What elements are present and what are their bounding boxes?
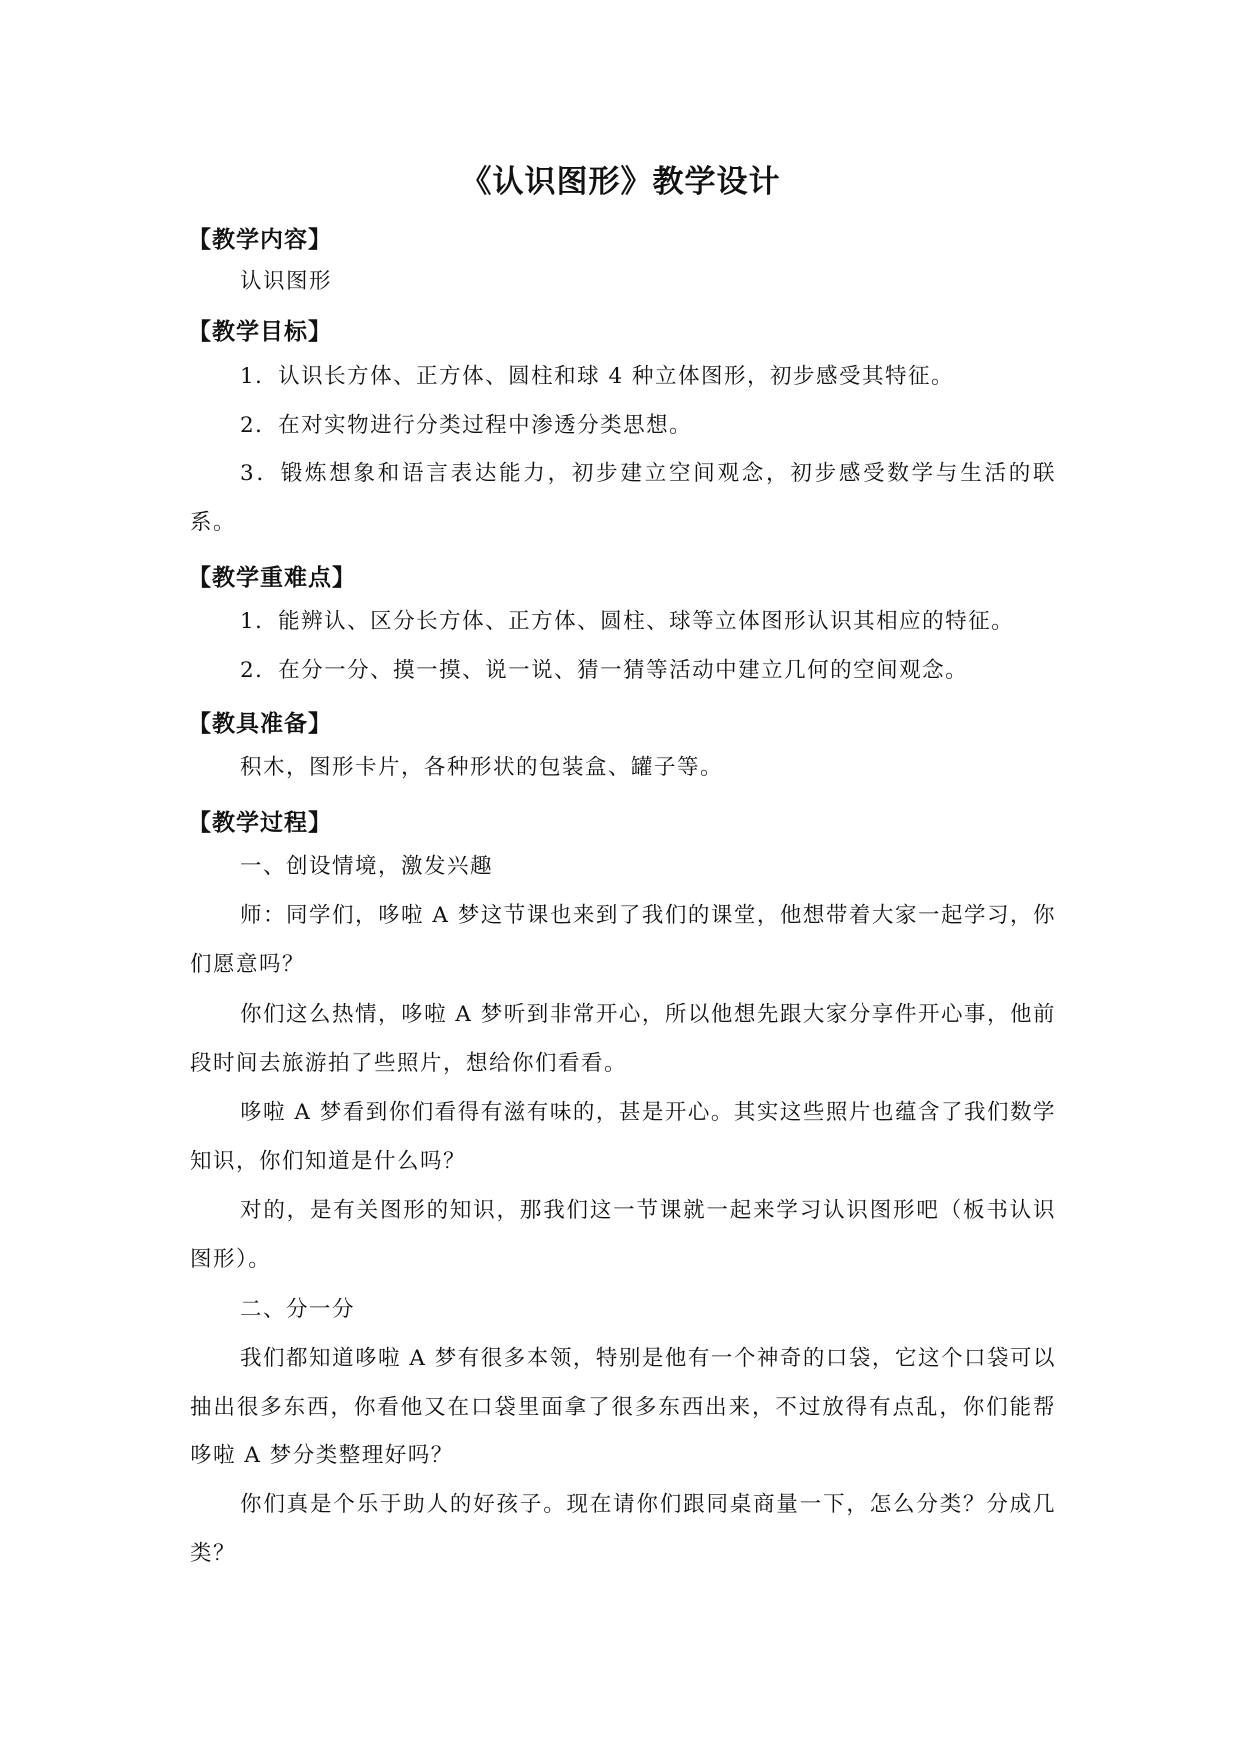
process-step-2-title: 二、分一分 <box>240 1297 356 1322</box>
teaching-content-text: 认识图形 <box>240 269 333 294</box>
heading-key-points: 【教学重难点】 <box>188 565 356 591</box>
key-point-2: 2．在分一分、摸一摸、说一说、猜一猜等活动中建立几何的空间观念。 <box>240 658 969 683</box>
process-step-1-title: 一、创设情境，激发兴趣 <box>240 854 494 879</box>
goal-item-2: 2．在对实物进行分类过程中渗透分类思想。 <box>240 413 693 438</box>
process-paragraph-1: 师：同学们，哆啦 A 梦这节课也来到了我们的课堂，他想带着大家一起学习，你们愿意吗？ <box>190 903 1056 977</box>
heading-teaching-process: 【教学过程】 <box>188 810 332 836</box>
heading-teaching-goals: 【教学目标】 <box>188 319 332 345</box>
process-paragraph-4: 对的，是有关图形的知识，那我们这一节课就一起来学习认识图形吧（板书认识图形）。 <box>190 1198 1056 1272</box>
process-paragraph-6: 你们真是个乐于助人的好孩子。现在请你们跟同桌商量一下，怎么分类？分成几类？ <box>190 1492 1056 1566</box>
heading-teaching-tools: 【教具准备】 <box>188 711 332 737</box>
heading-teaching-content: 【教学内容】 <box>188 227 332 253</box>
process-paragraph-5: 我们都知道哆啦 A 梦有很多本领，特别是他有一个神奇的口袋，它这个口袋可以抽出很多东西，你看他又在口袋里面拿了很多东西出来，不过放得有点乱，你们能帮哆啦 A 梦分类整理好吗？ <box>190 1346 1056 1468</box>
goal-item-3: 3．锻炼想象和语言表达能力，初步建立空间观念，初步感受数学与生活的联系。 <box>190 461 1056 535</box>
document-title: 《认识图形》教学设计 <box>460 164 781 200</box>
key-point-1: 1．能辨认、区分长方体、正方体、圆柱、球等立体图形认识其相应的特征。 <box>240 609 1015 634</box>
teaching-tools-text: 积木，图形卡片，各种形状的包装盒、罐子等。 <box>240 755 724 780</box>
process-paragraph-3: 哆啦 A 梦看到你们看得有滋有味的，甚是开心。其实这些照片也蕴含了我们数学知识，你们知道是什么吗？ <box>190 1100 1056 1174</box>
process-paragraph-2: 你们这么热情，哆啦 A 梦听到非常开心，所以他想先跟大家分享件开心事，他前段时间去旅游拍了些照片，想给你们看看。 <box>190 1002 1056 1076</box>
goal-item-1: 1．认识长方体、正方体、圆柱和球 4 种立体图形，初步感受其特征。 <box>240 364 955 389</box>
